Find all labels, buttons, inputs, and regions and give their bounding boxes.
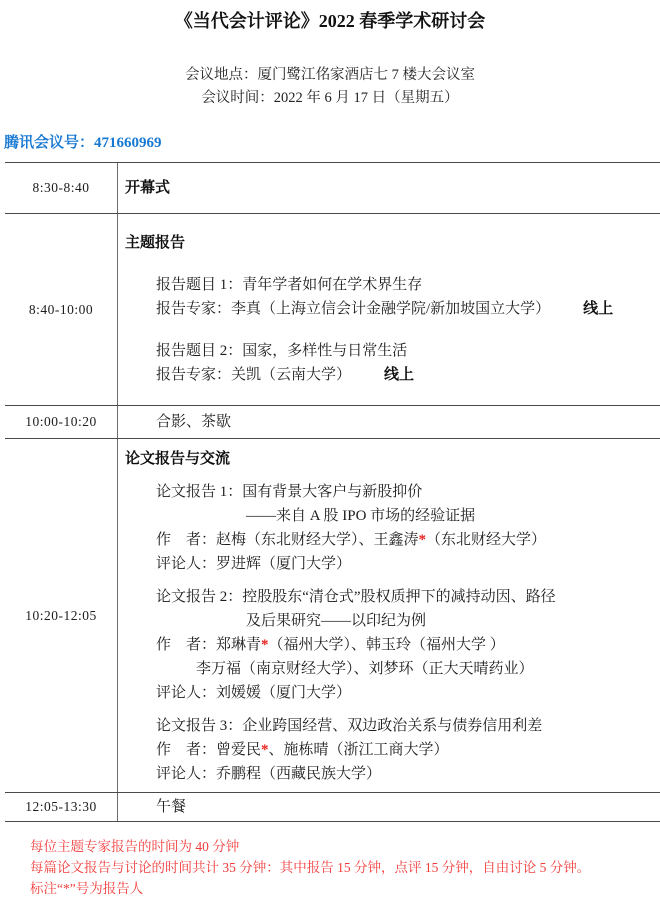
text-part: 论文报告 1：国有背景大客户与新股抑价 (156, 484, 423, 500)
text-part: （东北财经大学） (426, 532, 547, 548)
footnote-line: 每篇论文报告与讨论的时间共计 35 分钟：其中报告 15 分钟，点评 15 分钟，自由讨论 5 分钟。 (30, 860, 591, 875)
text-part: （福州大学）、韩玉玲（福州大学 ） (268, 637, 505, 653)
schedule-line (118, 609, 660, 633)
text-part: 报告题目 2：国家，多样性与日常生活 (156, 343, 408, 359)
schedule-line (118, 231, 660, 255)
text-part: 作 者：郑琳青 (156, 637, 262, 653)
schedule-line (118, 585, 660, 609)
schedule-line (118, 363, 660, 387)
content-cell (118, 406, 660, 438)
paragraph (118, 795, 660, 819)
text-part: ——来自 A 股 IPO 市场的经验证据 (246, 508, 476, 524)
schedule-row (5, 438, 660, 792)
content-cell (118, 439, 660, 792)
schedule-line (118, 738, 660, 762)
schedule-line (118, 633, 660, 657)
meeting-location: 会议地点：厦门鹭江佲家酒店七 7 楼大会议室 (185, 67, 475, 83)
text-part: 李万福（南京财经大学）、刘梦环（正大天晴药业） (196, 661, 534, 677)
paragraph (118, 480, 660, 576)
paragraph (118, 231, 660, 255)
text-part: 作 者：曾爱民 (156, 742, 262, 758)
tencent-meeting-line (4, 133, 660, 153)
online-badge: 线上 (583, 301, 614, 317)
time-cell: 10:00-10:20 (5, 406, 118, 438)
schedule-line (118, 480, 660, 504)
text-part: 作 者：赵梅（东北财经大学）、王鑫涛 (156, 532, 419, 548)
tencent-meeting-label: 腾讯会议号： (4, 135, 95, 151)
text-part: 报告专家：关凯（云南大学） (156, 367, 352, 383)
schedule-row (5, 405, 660, 438)
footnote-line: 标注“*”号为报告人 (30, 881, 144, 896)
text-part: 论文报告 2：控股股东“清仓式”股权质押下的减持动因、路径 (156, 589, 556, 605)
presenter-asterisk: * (418, 532, 427, 548)
text-part: 合影、茶歇 (156, 414, 232, 430)
text-part: 主题报告 (125, 235, 186, 251)
schedule-table (5, 162, 660, 822)
paragraph (118, 447, 660, 471)
schedule-line (118, 552, 660, 576)
text-part: 开幕式 (125, 180, 171, 196)
schedule-line (118, 528, 660, 552)
content-cell (118, 793, 660, 821)
text-part: 论文报告 3：企业跨国经营、双边政治关系与债券信用利差 (156, 718, 543, 734)
schedule-line (118, 297, 660, 321)
schedule-line (118, 273, 660, 297)
schedule-line (118, 681, 660, 705)
schedule-line (118, 176, 660, 200)
presenter-asterisk: * (261, 637, 269, 653)
schedule-line (118, 410, 660, 434)
schedule-line (118, 657, 660, 681)
document-page (0, 8, 660, 896)
text-part: 报告题目 1：青年学者如何在学术界生存 (156, 277, 423, 293)
time-cell: 12:05-13:30 (5, 793, 118, 821)
footnote-line: 每位主题专家报告的时间为 40 分钟 (30, 839, 240, 854)
schedule-line (118, 795, 660, 819)
footnotes (30, 836, 660, 899)
content-cell (118, 214, 660, 405)
tencent-meeting-number: 471660969 (94, 135, 162, 151)
schedule-row (5, 162, 660, 213)
text-part: 评论人：罗进辉（厦门大学） (156, 556, 352, 572)
schedule-line (118, 447, 660, 471)
schedule-row (5, 792, 660, 822)
paragraph (118, 339, 660, 387)
time-cell: 8:30-8:40 (5, 163, 118, 213)
meeting-time: 会议时间：2022 年 6 月 17 日（星期五） (201, 89, 459, 106)
time-cell: 10:20-12:05 (5, 439, 118, 792)
schedule-row (5, 213, 660, 405)
text-part: 论文报告与交流 (125, 451, 231, 467)
paragraph (118, 585, 660, 705)
paragraph (118, 176, 660, 200)
paragraph (118, 714, 660, 786)
text-part: 及后果研究——以印纪为例 (246, 613, 427, 629)
time-cell: 8:40-10:00 (5, 214, 118, 405)
schedule-line (118, 504, 660, 528)
online-badge: 线上 (384, 367, 415, 383)
text-part: 评论人：乔鹏程（西藏民族大学） (156, 766, 382, 782)
text-part: 报告专家：李真（上海立信会计金融学院/新加坡国立大学） (156, 301, 551, 317)
content-cell (118, 163, 660, 213)
paragraph (118, 273, 660, 321)
text-part: 评论人：刘媛媛（厦门大学） (156, 685, 352, 701)
page-title: 《当代会计评论》2022 春季学术研讨会 (174, 11, 486, 31)
schedule-line (118, 714, 660, 738)
text-part: 午餐 (156, 799, 187, 815)
presenter-asterisk: * (261, 742, 269, 758)
paragraph (118, 410, 660, 434)
schedule-line (118, 339, 660, 363)
meeting-meta (0, 64, 660, 109)
text-part: 、施栋晴（浙江工商大学） (268, 742, 449, 758)
schedule-line (118, 762, 660, 786)
